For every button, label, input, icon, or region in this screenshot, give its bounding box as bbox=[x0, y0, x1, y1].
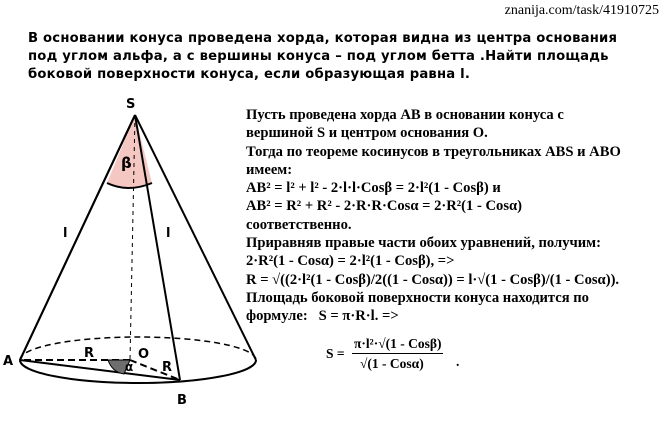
solution-line-formula bbox=[246, 307, 665, 325]
solution-line: AB² = l² + l² - 2·l·l·Cosβ = 2·l²(1 - Cosβ) и bbox=[246, 180, 501, 197]
final-formula-lhs: S = bbox=[326, 346, 345, 361]
source-url[interactable]: znanija.com/task/41910725 bbox=[504, 3, 659, 18]
label-S: S bbox=[126, 97, 136, 112]
label-B: B bbox=[177, 393, 187, 408]
solution-line: Тогда по теореме косинусов в треугольниках ABS и ABO bbox=[246, 143, 621, 160]
final-formula-denominator: √(1 - Cosα) bbox=[360, 356, 424, 371]
label-R-left: R bbox=[84, 346, 95, 361]
solution-line: Приравняв правые части обоих уравнений, получим: bbox=[246, 235, 601, 252]
final-formula-end: . bbox=[456, 354, 460, 369]
solution-line: Площадь боковой поверхности конуса находится по bbox=[246, 289, 589, 306]
label-l-right: l bbox=[166, 226, 171, 241]
edge-SA bbox=[20, 115, 135, 360]
edge-SB bbox=[135, 115, 180, 380]
solution-line: соответственно. bbox=[246, 216, 352, 233]
solution-line: Пусть проведена хорда AB в основании конуса с bbox=[246, 107, 564, 123]
solution-line: R = √((2·l²(1 - Cosβ)/2((1 - Cosα)) = l·√(1 - Cosβ)/(1 - Cosα)). bbox=[246, 271, 620, 288]
label-beta: β bbox=[121, 154, 132, 172]
formula-short: S = π·R·l. => bbox=[318, 308, 399, 325]
problem-line: боковой поверхности конуса, если образующая равна l. bbox=[28, 67, 471, 82]
label-A: A bbox=[3, 354, 14, 369]
label-R-right: R bbox=[162, 360, 173, 375]
solution-text bbox=[246, 106, 665, 326]
solution-line: имеем: bbox=[246, 161, 293, 178]
formula-prefix: формуле: bbox=[246, 308, 308, 325]
label-l-left: l bbox=[63, 226, 68, 241]
problem-line: под углом альфа, а с вершины конуса – под углом бетта .Найти площадь bbox=[28, 49, 609, 64]
label-alpha: α bbox=[125, 360, 134, 374]
solution-line: 2·R²(1 - Cosα) = 2·l²(1 - Cosβ), => bbox=[246, 253, 455, 270]
label-O: O bbox=[138, 347, 150, 362]
final-formula-numerator: π·l²·√(1 - Cosβ) bbox=[352, 336, 443, 354]
solution-line: вершиной S и центром основания O. bbox=[246, 125, 488, 142]
problem-line: В основании конуса проведена хорда, которая видна из центра основания bbox=[28, 31, 618, 46]
solution-line: AB² = R² + R² - 2·R·R·Cosα = 2·R²(1 - Cosα) bbox=[246, 198, 523, 215]
generator-right bbox=[135, 115, 256, 360]
